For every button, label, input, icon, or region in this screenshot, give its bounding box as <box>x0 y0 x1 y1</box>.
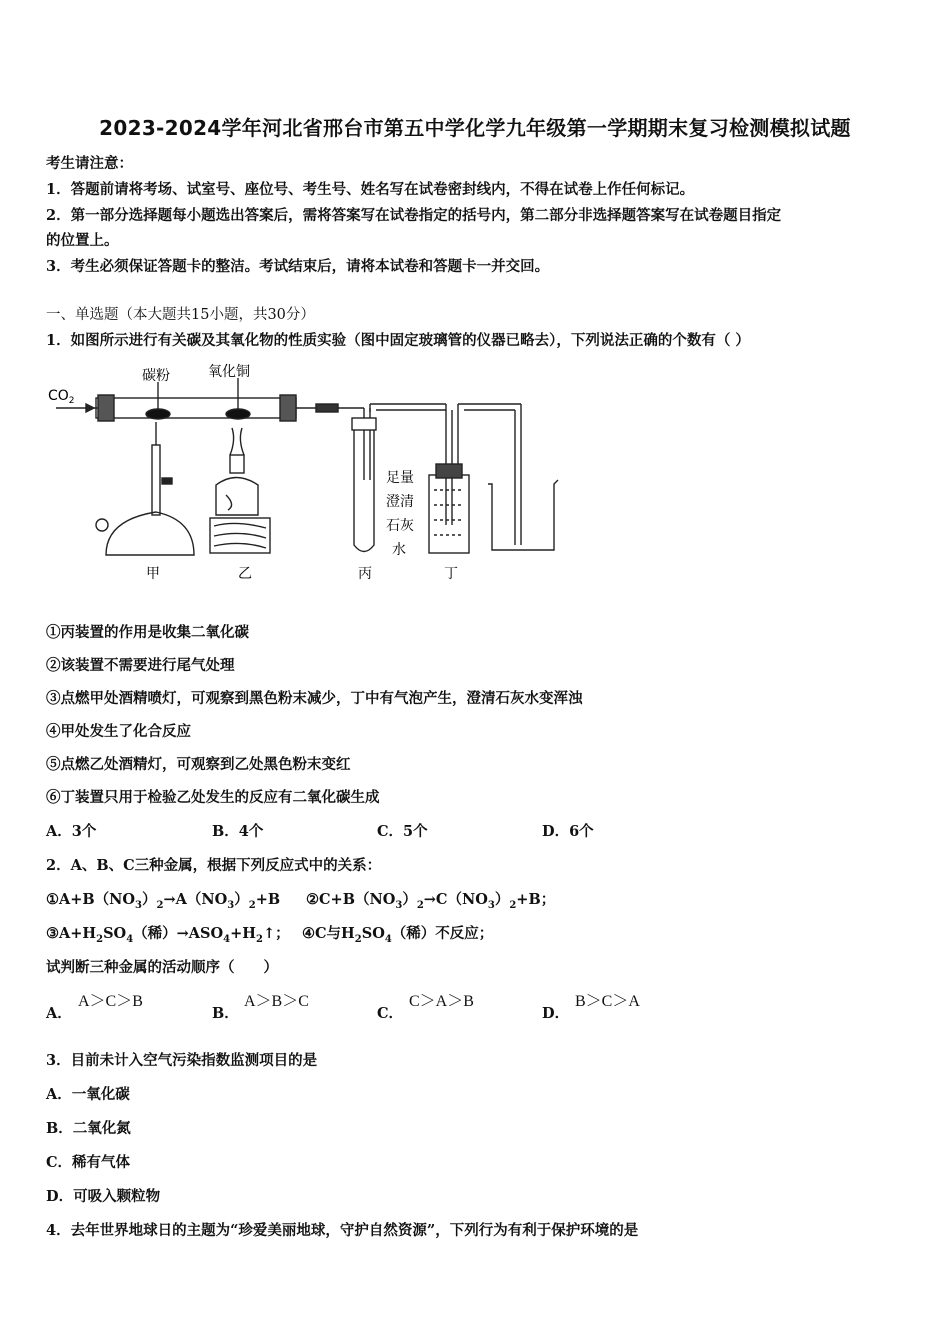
carbon-label: 碳粉 <box>142 368 170 384</box>
page-title: 2023-2024学年河北省邢台市第五中学化学九年级第一学期期末复习检测模拟试题 <box>99 116 851 140</box>
stopper-right <box>280 395 296 421</box>
q2-option-b-value: A＞B＞C <box>244 993 309 1010</box>
notice-heading: 考生请注意： <box>46 155 133 172</box>
statement: ⑤点燃乙处酒精灯，可观察到乙处黑色粉末变红 <box>46 756 351 773</box>
q1-option-b[interactable]: B．4个 <box>212 823 264 840</box>
apparatus-figure <box>46 360 566 590</box>
copper-oxide-label: 氧化铜 <box>208 364 250 380</box>
q2-option-a[interactable]: A． <box>46 1005 72 1022</box>
q3-option-d[interactable]: D．可吸入颗粒物 <box>46 1188 161 1205</box>
q1-option-a[interactable]: A．3个 <box>46 823 97 840</box>
statement: ②该装置不需要进行尾气处理 <box>46 657 235 674</box>
section-heading: 一、单选题（本大题共15小题，共30分） <box>46 307 315 323</box>
q2-option-d[interactable]: D． <box>542 1005 570 1022</box>
limewater-label: 水 <box>392 542 406 558</box>
burner-base <box>106 512 194 555</box>
co2-label: $CO_2$ <box>48 388 75 406</box>
q2-option-a-value: A＞C＞B <box>78 993 143 1010</box>
beaker <box>488 480 558 550</box>
statement: ③点燃甲处酒精喷灯，可观察到黑色粉末减少，丁中有气泡产生，澄清石灰水变浑浊 <box>46 690 583 707</box>
limewater-label: 石灰 <box>386 518 414 534</box>
alcohol-lamp-yi <box>216 478 258 516</box>
notice-item: 3．考生必须保证答题卡的整洁。考试结束后，请将本试卷和答题卡一并交回。 <box>46 258 550 275</box>
q3-option-b[interactable]: B．二氧化氮 <box>46 1120 131 1137</box>
reaction-2: $②C+B(NO_3)_2\to C(NO_3)_2+B$； <box>306 891 556 911</box>
limewater-label: 澄清 <box>386 494 414 510</box>
label-yi: 乙 <box>238 566 252 582</box>
blast-burner-jia <box>152 445 160 515</box>
label-jia: 甲 <box>146 566 160 582</box>
notice-item: 1．答题前请将考场、试室号、座位号、考生号、姓名写在试卷密封线内，不得在试卷上作任何标记。 <box>46 181 695 198</box>
q1-option-d[interactable]: D．6个 <box>542 823 594 840</box>
question-1-stem: 1．如图所示进行有关碳及其氧化物的性质实验（图中固定玻璃管的仪器已略去），下列说法正确的个数有（ ） <box>46 332 750 349</box>
reaction-3: $③A+H_2SO_4$（稀）$\to ASO_4+H_2↑$； <box>46 925 290 945</box>
statement: ①丙装置的作用是收集二氧化碳 <box>46 624 249 641</box>
stopper-left <box>98 395 114 421</box>
label-ding: 丁 <box>444 566 458 582</box>
question-2-stem: 2．A、B、C三种金属，根据下列反应式中的关系： <box>46 857 382 874</box>
statement: ⑥丁装置只用于检验乙处发生的反应有二氧化碳生成 <box>46 789 380 806</box>
bottle-ding <box>429 475 469 553</box>
reaction-4: ④C与$H_2SO_4$（稀）不反应； <box>302 925 494 945</box>
copper-oxide <box>226 409 250 419</box>
q3-option-c[interactable]: C．稀有气体 <box>46 1154 131 1171</box>
reaction-1: $①A+B(NO_3)_2\to A(NO_3)_2+B$ <box>46 891 281 911</box>
limewater-label: 足量 <box>386 470 414 486</box>
notice-item: 2．第一部分选择题每小题选出答案后，需将答案写在试卷指定的括号内，第二部分非选择题答案写在试卷题目指定 <box>46 207 782 224</box>
statement: ④甲处发生了化合反应 <box>46 723 191 740</box>
q2-option-d-value: B＞C＞A <box>575 993 640 1010</box>
question-2-ask: 试判断三种金属的活动顺序（ ） <box>46 959 278 976</box>
q3-option-a[interactable]: A．一氧化碳 <box>46 1086 130 1103</box>
label-bing: 丙 <box>358 566 372 582</box>
glass-tube <box>96 398 296 418</box>
question-4-stem: 4．去年世界地球日的主题为“珍爱美丽地球，守护自然资源”，下列行为有利于保护环境的是 <box>46 1222 639 1239</box>
q2-option-b[interactable]: B． <box>212 1005 239 1022</box>
q2-option-c[interactable]: C． <box>377 1005 404 1022</box>
q1-option-c[interactable]: C．5个 <box>377 823 428 840</box>
notice-item: 的位置上。 <box>46 232 119 249</box>
carbon-powder <box>146 409 170 419</box>
question-3-stem: 3．目前未计入空气污染指数监测项目的是 <box>46 1052 318 1069</box>
q2-option-c-value: C＞A＞B <box>409 993 474 1010</box>
